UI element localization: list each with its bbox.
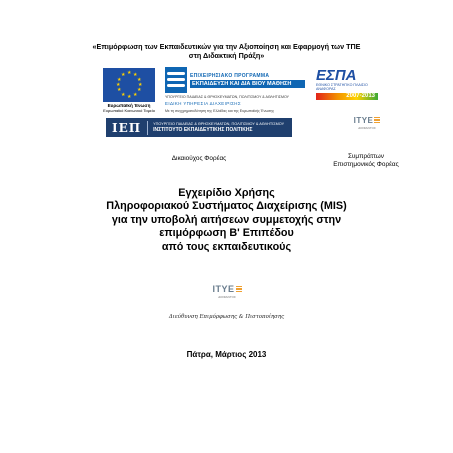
ep-line2: ΕΚΠΑΙΔΕΥΣΗ ΚΑΙ ΔΙΑ ΒΙΟΥ ΜΑΘΗΣΗ [190,80,305,88]
espa-word: ΕΣΠΑ [316,67,357,84]
operational-programme-logo [165,67,305,113]
eu-caption-line: Ευρωπαϊκό Κοινωνικό Ταμείο [103,108,155,113]
ityeu-letters: ITYE [212,284,235,294]
ityeu-logo [204,284,250,299]
cofinancing-note: Με τη συγχρηματοδότηση της Ελλάδας και της Ευρωπαϊκής Ένωσης [165,109,275,113]
ityeu-subtitle: ΔΙΟΦΑΝΤΟΣ [358,126,376,130]
document-title-line: Εγχειρίδιο Χρήσης [178,187,275,199]
iep-mark: ΙΕΠ [106,121,148,135]
document-title-line: για την υποβολή αιτήσεων συμμετοχής στην [111,213,342,226]
ityeu-logo [347,116,387,130]
iep-institute: ΙΝΣΤΙΤΟΥΤΟ ΕΚΠΑΙΔΕΥΤΙΚΗΣ ΠΟΛΙΤΙΚΗΣ [153,127,253,133]
ep-line1: ΕΠΙΧΕΙΡΗΣΙΑΚΟ ΠΡΟΓΡΑΜΜΑ [190,72,270,79]
ityeu-subtitle: ΔΙΟΦΑΝΤΟΣ [218,295,236,299]
ep-special-service: ΕΙΔΙΚΗ ΥΠΗΡΕΣΙΑ ΔΙΑΧΕΙΡΙΣΗΣ [165,101,241,106]
directorate-signature: Διεύθυνση Επιμόρφωσης & Πιστοποίησης [168,314,285,320]
ityeu-bars-icon [374,117,380,124]
eu-logo [100,68,158,113]
wave-icon [165,67,187,93]
program-title [20,42,433,60]
program-title-line: «Επιμόρφωση των Εκπαιδευτικών για την Αξιοποίηση και Εφαρμογή των ΤΠΕ [92,42,361,51]
iep-ministry: ΥΠΟΥΡΓΕΙΟ ΠΑΙΔΕΙΑΣ & ΘΡΗΣΚΕΥΜΑΤΩΝ, ΠΟΛΙΤΙΣΜΟΥ & ΑΘΛΗΤΙΣΜΟΥ [153,122,285,126]
partner-label-line: Συμπράττων [347,153,384,160]
document-title-line: από τους εκπαιδευτικούς [161,240,292,253]
eu-caption-line: Ευρωπαϊκή Ένωση [107,103,151,108]
document-title-line: επιμόρφωση Β' Επιπέδου [159,227,294,240]
espa-years: 2007-2013 [316,93,378,100]
partner-label [296,153,436,169]
ityeu-letters: ITYE [353,116,374,125]
document-title-line: Πληροφοριακού Συστήματος Διαχείρισης (MIS) [106,200,347,213]
program-title-line: στη Διδακτική Πράξη» [188,51,265,60]
document-title [40,187,413,254]
ityeu-bars-icon [236,286,242,293]
eu-flag-icon: ★ ★ ★ ★ ★ ★ ★ ★ ★ ★ ★ ★ [103,68,155,102]
partner-label-line: Επιστημονικός Φορέας [333,161,399,168]
ep-ministry: ΥΠΟΥΡΓΕΙΟ ΠΑΙΔΕΙΑΣ & ΘΡΗΣΚΕΥΜΑΤΩΝ, ΠΟΛΙΤΙΣΜΟΥ & ΑΘΛΗΤΙΣΜΟΥ [165,95,290,99]
beneficiary-label: Δικαιούχος Φορέας [171,155,227,162]
place-date: Πάτρα, Μάρτιος 2013 [186,350,267,359]
espa-logo [316,68,378,98]
iep-logo [106,118,292,137]
eu-caption [100,103,158,113]
espa-subtitle: ΕΘΝΙΚΟ ΣΤΡΑΤΗΓΙΚΟ ΠΛΑΙΣΙΟ ΑΝΑΦΟΡΑΣ [316,83,368,91]
